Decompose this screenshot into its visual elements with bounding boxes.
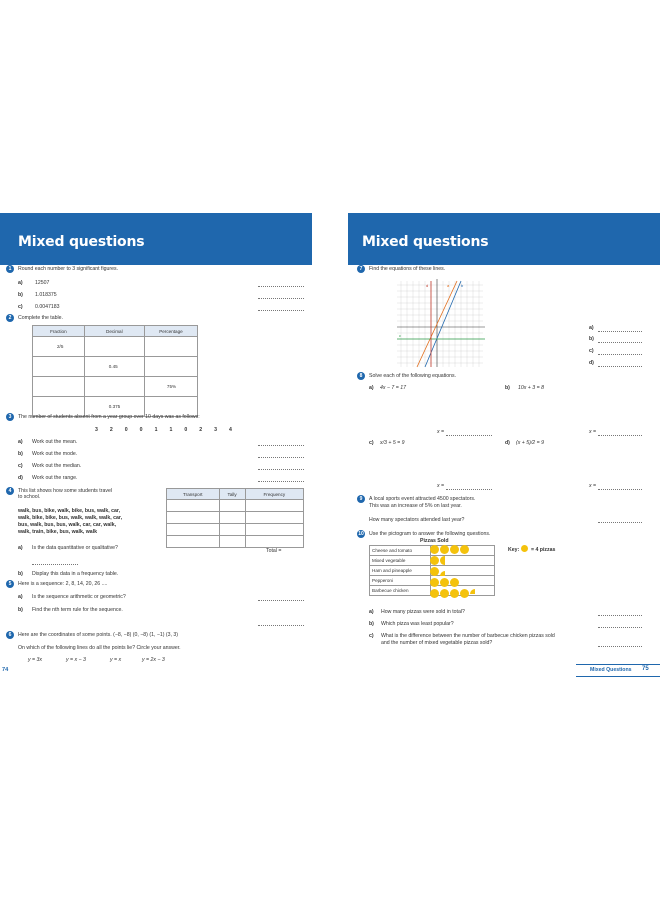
pizza-quarter-icon	[470, 589, 475, 594]
q2-cell[interactable]	[84, 377, 144, 397]
q9-text-1: A local sports event attracted 4500 spectators.	[369, 496, 476, 502]
pictogram-row-label: Pepperoni	[370, 576, 431, 586]
q1c-label: c)	[18, 304, 23, 310]
q4-header-transport: Transport	[167, 489, 220, 500]
q9-text-2: This was an increase of 5% on last year.	[369, 503, 462, 509]
q2-header-percentage: Percentage	[144, 326, 197, 337]
pizza-icon	[450, 578, 459, 587]
pizza-icon	[450, 545, 459, 554]
q7c-label: c)	[589, 348, 594, 354]
q4-list-line: walk, train, bike, bus, walk, walk	[18, 529, 97, 535]
q2-cell[interactable]	[144, 337, 197, 357]
q10b-text: Which pizza was least popular?	[381, 621, 454, 627]
q4-list-line: walk, bus, bike, walk, bike, bus, walk, car,	[18, 508, 121, 514]
q4-cell[interactable]	[167, 500, 220, 512]
q4-frequency-table	[166, 488, 304, 548]
pictogram-row-label: Barbecue chicken	[370, 586, 431, 596]
q8a-equation: 4x − 7 = 17	[380, 385, 406, 391]
q3a-label: a)	[18, 439, 23, 445]
pizza-icon	[440, 589, 449, 598]
pizza-icon	[430, 545, 439, 554]
pizza-icon	[440, 545, 449, 554]
q7d-answer-line[interactable]	[598, 365, 642, 367]
right-footer-label: Mixed Questions	[590, 667, 632, 673]
q5a-label: a)	[18, 594, 23, 600]
q4-text-1: This list shows how some students travel	[18, 488, 112, 494]
q8c-equation: x/3 + 5 = 9	[380, 440, 405, 446]
q8c-answer-line[interactable]	[446, 488, 492, 490]
q3-number: 3	[6, 413, 14, 421]
q9-answer-line[interactable]	[598, 521, 642, 523]
q10c-label: c)	[369, 633, 374, 639]
q2-cell: 2/5	[33, 337, 85, 357]
q4-header-tally: Tally	[219, 489, 245, 500]
q4-cell[interactable]	[219, 512, 245, 524]
q10-text: Use the pictogram to answer the following questions.	[369, 531, 491, 537]
q7-line-a-label: a	[447, 283, 450, 288]
left-banner-title: Mixed questions	[18, 234, 145, 250]
q4a-answer-line[interactable]	[32, 563, 78, 565]
q10a-label: a)	[369, 609, 374, 615]
q10b-label: b)	[369, 621, 374, 627]
q2-cell[interactable]	[144, 357, 197, 377]
pizza-icon	[460, 589, 469, 598]
q4-header-frequency: Frequency	[245, 489, 303, 500]
q6-option[interactable]: y = x	[110, 657, 122, 663]
q3b-answer-line[interactable]	[258, 456, 304, 458]
q1-number: 1	[6, 265, 14, 273]
q10b-answer-line[interactable]	[598, 626, 642, 628]
q4-cell[interactable]	[245, 512, 303, 524]
q8d-x-label: x =	[589, 483, 597, 489]
q7-line-d-label: d	[426, 283, 429, 288]
q4-list-line: bus, walk, bus, bus, walk, car, car, walk,	[18, 522, 117, 528]
q6-option[interactable]: y = 3x	[28, 657, 42, 663]
q1b-value: 1.018375	[35, 292, 57, 298]
q6-option[interactable]: y = 2x − 3	[142, 657, 165, 663]
q4a-text: Is the data quantitative or qualitative?	[32, 545, 118, 551]
q1a-label: a)	[18, 280, 23, 286]
q7b-answer-line[interactable]	[598, 341, 642, 343]
q3c-label: c)	[18, 463, 23, 469]
right-page-number: 75	[642, 666, 649, 672]
right-banner-title: Mixed questions	[362, 234, 489, 250]
q5b-answer-line[interactable]	[258, 624, 304, 626]
q4-cell[interactable]	[245, 524, 303, 536]
q3-data: 3 2 0 0 1 1 0 2 3 4	[95, 427, 232, 433]
pizza-icon	[450, 589, 459, 598]
pizza-icon	[430, 567, 439, 576]
q3d-answer-line[interactable]	[258, 480, 304, 482]
q7-number: 7	[357, 265, 365, 273]
q8-text: Solve each of the following equations.	[369, 373, 457, 379]
q3b-label: b)	[18, 451, 23, 457]
q8-number: 8	[357, 372, 365, 380]
q5a-answer-line[interactable]	[258, 599, 304, 601]
q7-graph	[395, 277, 487, 369]
q5b-label: b)	[18, 607, 23, 613]
pictogram-key-icon	[521, 545, 528, 552]
q8b-answer-line[interactable]	[598, 434, 642, 436]
q1b-answer-line[interactable]	[258, 297, 304, 299]
q7b-label: b)	[589, 336, 594, 342]
q1b-label: b)	[18, 292, 23, 298]
q4b-text: Display this data in a frequency table.	[32, 571, 119, 577]
pictogram-key-value: = 4 pizzas	[531, 547, 556, 553]
q10c-text-1: What is the difference between the number of barbecue chicken pizzas sold	[381, 633, 555, 639]
q1c-value: 0.0047183	[35, 304, 60, 310]
q8b-equation: 10x + 3 = 8	[518, 385, 544, 391]
q5b-text: Find the nth term rule for the sequence.	[32, 607, 123, 613]
q8d-equation: (x + 5)/2 = 9	[516, 440, 544, 446]
q4-cell[interactable]	[167, 512, 220, 524]
q6-text-2: On which of the following lines do all the points lie? Circle your answer.	[18, 645, 181, 651]
pizza-icon	[430, 589, 439, 598]
q7d-label: d)	[589, 360, 594, 366]
q10a-text: How many pizzas were sold in total?	[381, 609, 465, 615]
q2-cell: 0.45	[84, 357, 144, 377]
q3c-answer-line[interactable]	[258, 468, 304, 470]
q2-text: Complete the table.	[18, 315, 63, 321]
q8a-answer-line[interactable]	[446, 434, 492, 436]
q4-cell[interactable]	[219, 524, 245, 536]
q6-text: Here are the coordinates of some points. (−8, −8) (0, −8) (1, −1) (3, 3)	[18, 632, 179, 638]
q2-header-decimal: Decimal	[84, 326, 144, 337]
q5-text: Here is a sequence: 2, 8, 14, 20, 26 ....	[18, 581, 108, 587]
q7a-answer-line[interactable]	[598, 330, 642, 332]
q7-grid	[397, 281, 483, 367]
q5a-text: Is the sequence arithmetic or geometric?	[32, 594, 126, 600]
q10a-answer-line[interactable]	[598, 614, 642, 616]
q4-total-label: Total =	[266, 548, 282, 554]
q2-cell[interactable]	[84, 337, 144, 357]
q10-number: 10	[358, 531, 364, 537]
q2-cell[interactable]	[33, 357, 85, 377]
q10c-text-2: and the number of mixed vegetable pizzas sold?	[381, 640, 493, 646]
q4-number: 4	[6, 487, 14, 495]
q3b-text: Work out the mode.	[32, 451, 78, 457]
q8a-x-label: x =	[437, 429, 445, 435]
q7-line-b-label: b	[461, 283, 464, 288]
q2-cell: 0.375	[84, 397, 144, 417]
q8b-x-label: x =	[589, 429, 597, 435]
q4b-label: b)	[18, 571, 23, 577]
q3a-text: Work out the mean.	[32, 439, 78, 445]
left-page-number: 74	[2, 667, 9, 673]
q4-cell[interactable]	[167, 536, 220, 548]
q3c-text: Work out the median.	[32, 463, 82, 469]
q8b-label: b)	[505, 385, 510, 391]
q2-table	[32, 325, 198, 417]
pizza-quarter-icon	[440, 571, 445, 576]
q7-text: Find the equations of these lines.	[369, 266, 446, 272]
q1a-answer-line[interactable]	[258, 285, 304, 287]
q3-text: The number of students absent from a year group over 10 days was as follows:	[18, 414, 200, 420]
q9-text-3: How many spectators attended last year?	[369, 517, 465, 523]
q7c-answer-line[interactable]	[598, 353, 642, 355]
q10c-answer-line[interactable]	[598, 645, 642, 647]
q3a-answer-line[interactable]	[258, 444, 304, 446]
q7a-label: a)	[589, 325, 594, 331]
q8c-x-label: x =	[437, 483, 445, 489]
pictogram-row-label: Mixed vegetable	[370, 556, 431, 566]
q1c-answer-line[interactable]	[258, 309, 304, 311]
q4-text-2: to school.	[18, 494, 41, 500]
q9-number: 9	[357, 495, 365, 503]
q5-number: 5	[6, 580, 14, 588]
q4a-label: a)	[18, 545, 23, 551]
q6-number: 6	[6, 631, 14, 639]
q8d-answer-line[interactable]	[598, 488, 642, 490]
q4-cell[interactable]	[245, 536, 303, 548]
q3d-label: d)	[18, 475, 23, 481]
q7-line-c-label: c	[399, 333, 401, 338]
q8c-label: c)	[369, 440, 374, 446]
q4-cell[interactable]	[219, 500, 245, 512]
q4-cell[interactable]	[167, 524, 220, 536]
pictogram-row-label: Ham and pineapple	[370, 566, 431, 576]
q2-cell[interactable]	[33, 377, 85, 397]
pizza-icon	[430, 578, 439, 587]
q4-cell[interactable]	[245, 500, 303, 512]
q6-option[interactable]: y = x − 3	[66, 657, 86, 663]
q10-pictogram-title: Pizzas Sold	[420, 538, 449, 544]
q4-list-line: walk, bike, bike, bus, walk, walk, walk, car,	[18, 515, 123, 521]
q2-number: 2	[6, 314, 14, 322]
q1-text: Round each number to 3 significant figures.	[18, 266, 119, 272]
q1a-value: 12507	[35, 280, 50, 286]
pizza-half-icon	[440, 556, 445, 565]
q8a-label: a)	[369, 385, 374, 391]
q3d-text: Work out the range.	[32, 475, 78, 481]
pictogram-row-label: Cheese and tomato	[370, 546, 431, 556]
pizza-icon	[430, 556, 439, 565]
pictogram-key-label: Key:	[508, 547, 520, 553]
q4-cell[interactable]	[219, 536, 245, 548]
q2-header-fraction: Fraction	[33, 326, 85, 337]
pizza-icon	[460, 545, 469, 554]
q8d-label: d)	[505, 440, 510, 446]
q2-cell: 75%	[144, 377, 197, 397]
pizza-icon	[440, 578, 449, 587]
